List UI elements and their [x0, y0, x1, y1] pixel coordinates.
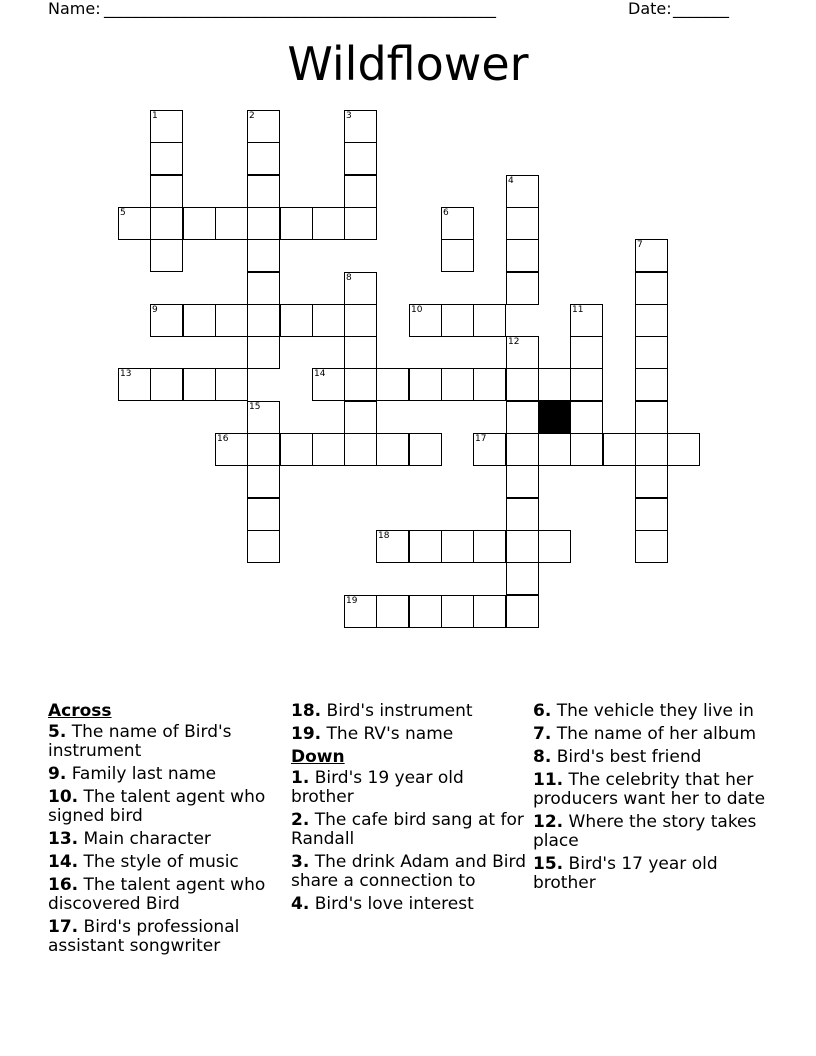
crossword-cell[interactable]	[344, 272, 377, 305]
crossword-cell[interactable]	[312, 433, 345, 466]
clue-number: 5.	[48, 722, 67, 742]
crossword-cell[interactable]	[635, 498, 668, 531]
crossword-cell[interactable]	[409, 530, 442, 563]
name-field[interactable]: _________________________________________________	[104, 0, 496, 18]
crossword-cell[interactable]	[473, 595, 506, 628]
crossword-cell[interactable]	[570, 401, 603, 434]
crossword-cell[interactable]	[667, 433, 700, 466]
crossword-cell[interactable]	[247, 175, 280, 208]
crossword-cell[interactable]	[506, 368, 539, 401]
crossword-cell[interactable]	[344, 142, 377, 175]
down-clue	[533, 813, 773, 851]
crossword-cell[interactable]	[344, 207, 377, 240]
clue-column-1	[48, 702, 288, 960]
crossword-cell[interactable]	[473, 433, 506, 466]
crossword-cell[interactable]	[183, 207, 216, 240]
clue-column-2	[291, 702, 531, 918]
crossword-cell[interactable]	[247, 401, 280, 434]
crossword-cell[interactable]	[215, 368, 248, 401]
crossword-cell[interactable]	[506, 336, 539, 369]
clue-number: 16.	[48, 875, 79, 895]
crossword-cell[interactable]	[312, 207, 345, 240]
cell-number: 15	[249, 402, 261, 412]
clue-number: 14.	[48, 852, 79, 872]
cell-number: 6	[443, 208, 449, 218]
date-label: Date:	[628, 0, 672, 18]
clue-text: The RV's name	[326, 724, 454, 744]
crossword-cell[interactable]	[635, 433, 668, 466]
crossword-cell[interactable]	[506, 433, 539, 466]
crossword-cell[interactable]	[506, 498, 539, 531]
crossword-cell[interactable]	[473, 530, 506, 563]
crossword-cell[interactable]	[344, 110, 377, 143]
crossword-cell[interactable]	[344, 175, 377, 208]
date-field[interactable]: _______	[673, 0, 729, 18]
clue-text: Bird's best friend	[556, 747, 702, 767]
cell-number: 14	[314, 369, 326, 379]
crossword-cell[interactable]	[247, 239, 280, 272]
crossword-cell[interactable]	[441, 595, 474, 628]
cell-number: 5	[120, 208, 126, 218]
crossword-cell[interactable]	[506, 207, 539, 240]
clue-number: 1.	[291, 768, 310, 788]
crossword-cell[interactable]	[150, 368, 183, 401]
crossword-cell[interactable]	[344, 433, 377, 466]
crossword-cell[interactable]	[506, 595, 539, 628]
across-clue	[48, 723, 288, 761]
crossword-cell[interactable]	[635, 272, 668, 305]
crossword-cell[interactable]	[247, 142, 280, 175]
crossword-cell[interactable]	[344, 368, 377, 401]
crossword-cell[interactable]	[506, 530, 539, 563]
crossword-cell[interactable]	[118, 368, 151, 401]
cell-number: 9	[152, 305, 158, 315]
clue-number: 15.	[533, 854, 564, 874]
crossword-cell[interactable]	[150, 304, 183, 337]
clue-number: 4.	[291, 894, 310, 914]
crossword-cell[interactable]	[635, 465, 668, 498]
cell-number: 1	[152, 111, 158, 121]
crossword-cell[interactable]	[570, 433, 603, 466]
crossword-cell[interactable]	[183, 304, 216, 337]
crossword-cell[interactable]	[538, 530, 571, 563]
crossword-cell[interactable]	[635, 304, 668, 337]
cell-number: 11	[572, 305, 584, 315]
clue-number: 18.	[291, 701, 322, 721]
crossword-cell[interactable]	[635, 336, 668, 369]
clue-text: The drink Adam and Bird share a connection to	[291, 852, 527, 891]
clue-text: Family last name	[71, 764, 217, 784]
down-clue	[533, 855, 773, 893]
across-clue	[291, 702, 531, 721]
crossword-cell[interactable]	[183, 368, 216, 401]
clue-number: 12.	[533, 812, 564, 832]
crossword-cell[interactable]	[215, 207, 248, 240]
down-clue	[533, 725, 773, 744]
down-clue	[291, 811, 531, 849]
down-clue	[533, 702, 773, 721]
down-clue	[533, 771, 773, 809]
crossword-cell[interactable]	[376, 530, 409, 563]
across-clue	[48, 918, 288, 956]
cell-number: 4	[508, 176, 514, 186]
crossword-cell[interactable]	[441, 530, 474, 563]
crossword-cell[interactable]	[215, 304, 248, 337]
down-clue	[291, 769, 531, 807]
cell-number: 19	[346, 596, 358, 606]
crossword-cell[interactable]	[344, 336, 377, 369]
clue-text: The vehicle they live in	[556, 701, 754, 721]
down-heading: Down	[291, 747, 345, 767]
crossword-cell[interactable]	[441, 368, 474, 401]
clue-number: 13.	[48, 829, 79, 849]
clue-number: 3.	[291, 852, 310, 872]
crossword-cell[interactable]	[473, 368, 506, 401]
crossword-cell[interactable]	[409, 433, 442, 466]
crossword-cell[interactable]	[150, 239, 183, 272]
clue-number: 6.	[533, 701, 552, 721]
crossword-cell[interactable]	[409, 304, 442, 337]
clue-text: Bird's 19 year old brother	[291, 768, 464, 807]
crossword-cell[interactable]	[247, 110, 280, 143]
crossword-cell[interactable]	[247, 433, 280, 466]
across-clue	[48, 876, 288, 914]
clue-text: The style of music	[83, 852, 239, 872]
clue-number: 2.	[291, 810, 310, 830]
cell-number: 3	[346, 111, 352, 121]
crossword-cell[interactable]	[506, 239, 539, 272]
crossword-cell[interactable]	[150, 142, 183, 175]
crossword-cell[interactable]	[635, 368, 668, 401]
crossword-cell[interactable]	[150, 110, 183, 143]
crossword-cell[interactable]	[570, 304, 603, 337]
black-square	[538, 401, 571, 434]
cell-number: 13	[120, 369, 132, 379]
crossword-cell[interactable]	[118, 207, 151, 240]
crossword-cell[interactable]	[506, 465, 539, 498]
crossword-cell[interactable]	[409, 595, 442, 628]
crossword-cell[interactable]	[344, 595, 377, 628]
crossword-cell[interactable]	[247, 465, 280, 498]
page-title: Wildflower	[287, 37, 529, 91]
across-clue	[48, 765, 288, 784]
clue-number: 11.	[533, 770, 564, 790]
clue-text: The talent agent who discovered Bird	[48, 875, 266, 914]
crossword-cell[interactable]	[215, 433, 248, 466]
crossword-cell[interactable]	[247, 272, 280, 305]
crossword-cell[interactable]	[344, 401, 377, 434]
crossword-cell[interactable]	[150, 207, 183, 240]
cell-number: 18	[378, 531, 390, 541]
crossword-cell[interactable]	[570, 336, 603, 369]
across-clue	[48, 788, 288, 826]
crossword-cell[interactable]	[247, 336, 280, 369]
across-heading: Across	[48, 701, 112, 721]
crossword-cell[interactable]	[312, 304, 345, 337]
clue-text: Bird's love interest	[314, 894, 474, 914]
clue-text: The cafe bird sang at for Randall	[291, 810, 524, 849]
crossword-cell[interactable]	[441, 207, 474, 240]
crossword-cell[interactable]	[635, 401, 668, 434]
down-clue	[291, 853, 531, 891]
cell-number: 10	[411, 305, 423, 315]
cell-number: 8	[346, 273, 352, 283]
clue-text: The celebrity that her producers want her to date	[533, 770, 766, 809]
crossword-cell[interactable]	[280, 433, 313, 466]
crossword-cell[interactable]	[506, 272, 539, 305]
crossword-cell[interactable]	[247, 530, 280, 563]
clue-number: 17.	[48, 917, 79, 937]
cell-number: 17	[475, 434, 487, 444]
crossword-cell[interactable]	[506, 175, 539, 208]
crossword-cell[interactable]	[247, 304, 280, 337]
crossword-cell[interactable]	[441, 304, 474, 337]
clue-text: Bird's 17 year old brother	[533, 854, 718, 893]
clue-text: Main character	[83, 829, 211, 849]
clue-text: The talent agent who signed bird	[48, 787, 266, 826]
clue-text: Bird's instrument	[326, 701, 473, 721]
crossword-cell[interactable]	[150, 175, 183, 208]
crossword-cell[interactable]	[473, 304, 506, 337]
clue-number: 7.	[533, 724, 552, 744]
crossword-cell[interactable]	[441, 239, 474, 272]
name-label: Name:	[48, 0, 101, 18]
crossword-cell[interactable]	[376, 595, 409, 628]
crossword-cell[interactable]	[376, 368, 409, 401]
crossword-cell[interactable]	[506, 401, 539, 434]
crossword-cell[interactable]	[538, 433, 571, 466]
crossword-cell[interactable]	[570, 368, 603, 401]
crossword-cell[interactable]	[344, 304, 377, 337]
crossword-cell[interactable]	[280, 207, 313, 240]
across-clue	[291, 725, 531, 744]
crossword-cell[interactable]	[312, 368, 345, 401]
clue-text: The name of Bird's instrument	[48, 722, 232, 761]
cell-number: 12	[508, 337, 520, 347]
across-clue	[48, 830, 288, 849]
down-clue	[533, 748, 773, 767]
across-clue	[48, 853, 288, 872]
crossword-cell[interactable]	[603, 433, 636, 466]
clue-text: The name of her album	[556, 724, 757, 744]
crossword-cell[interactable]	[247, 207, 280, 240]
clue-text: Bird's professional assistant songwriter	[48, 917, 240, 956]
clue-column-3	[533, 702, 773, 897]
clue-number: 19.	[291, 724, 322, 744]
crossword-cell[interactable]	[376, 433, 409, 466]
clue-number: 10.	[48, 787, 79, 807]
crossword-cell[interactable]	[280, 304, 313, 337]
cell-number: 7	[637, 240, 643, 250]
crossword-cell[interactable]	[538, 368, 571, 401]
clue-number: 9.	[48, 764, 67, 784]
crossword-cell[interactable]	[247, 498, 280, 531]
crossword-cell[interactable]	[506, 562, 539, 595]
down-clue	[291, 895, 531, 914]
crossword-cell[interactable]	[409, 368, 442, 401]
crossword-cell[interactable]	[635, 530, 668, 563]
crossword-cell[interactable]	[635, 239, 668, 272]
clue-number: 8.	[533, 747, 552, 767]
clue-text: Where the story takes place	[533, 812, 757, 851]
cell-number: 16	[217, 434, 229, 444]
cell-number: 2	[249, 111, 255, 121]
